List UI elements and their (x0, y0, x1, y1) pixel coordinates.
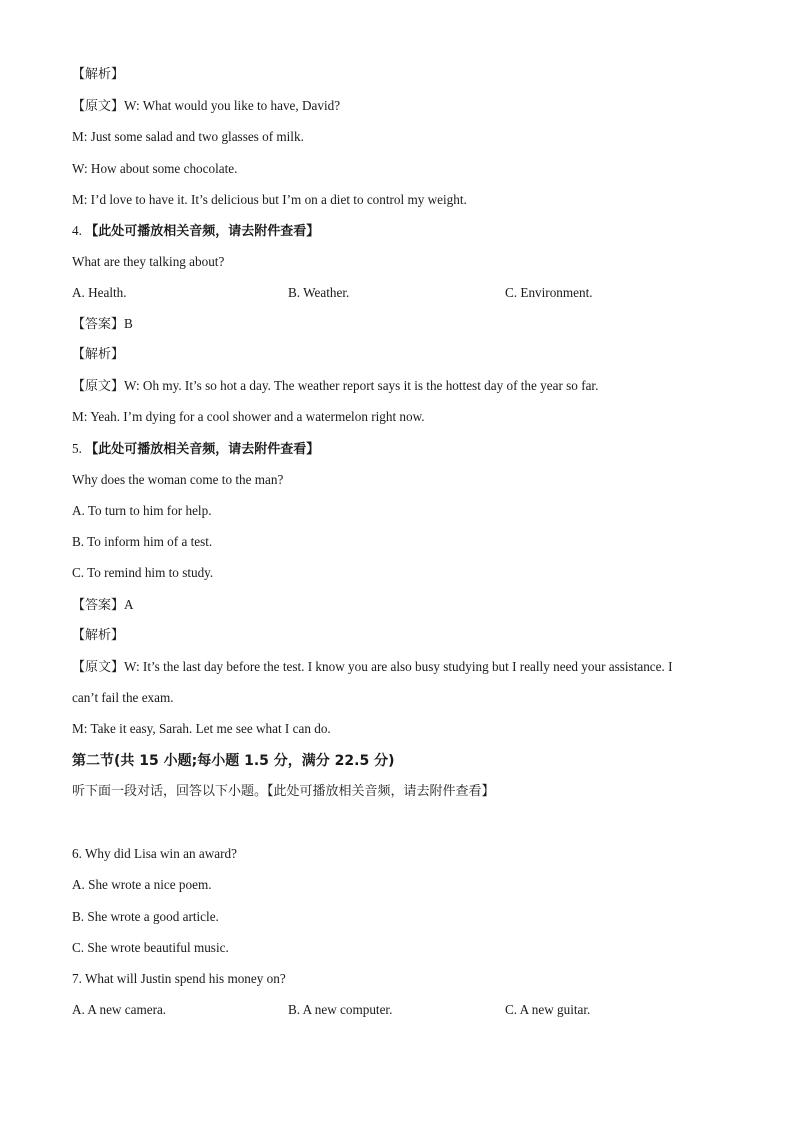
audio-note: 【此处可播放相关音频，请去附件查看】 (85, 224, 320, 239)
transcript-text: W: What would you like to have, David? (124, 98, 341, 113)
transcript-line: M: I’d love to have it. It’s delicious but I’m on a diet to control my weight. (72, 192, 467, 207)
question-number: 4. (72, 223, 82, 238)
question-header (72, 440, 728, 459)
analysis-label: 【解析】 (72, 347, 125, 362)
transcript-line: M: Just some salad and two glasses of milk. (72, 129, 304, 144)
option-c: C. A new guitar. (505, 1002, 591, 1017)
option-b: B. A new computer. (288, 1002, 393, 1017)
transcript-line (72, 97, 728, 116)
transcript-line: M: Yeah. I’m dying for a cool shower and a watermelon right now. (72, 409, 425, 424)
question-header (72, 222, 728, 241)
option-a: A. She wrote a nice poem. (72, 877, 212, 892)
question-text: What are they talking about? (72, 254, 225, 269)
answer-value: A (124, 597, 134, 612)
question-text: 7. What will Justin spend his money on? (72, 971, 286, 986)
answer-line (72, 315, 728, 334)
transcript-line: M: Take it easy, Sarah. Let me see what I can do. (72, 721, 331, 736)
option-a: A. Health. (72, 285, 127, 300)
question-text: Why does the woman come to the man? (72, 472, 284, 487)
section-instruction: 听下面一段对话，回答以下小题。【此处可播放相关音频，请去附件查看】 (72, 784, 495, 799)
analysis-label: 【解析】 (72, 67, 125, 82)
transcript-line (72, 658, 728, 677)
option-b: B. She wrote a good article. (72, 909, 219, 924)
original-label: 【原文】 (72, 660, 125, 675)
original-label: 【原文】 (72, 379, 125, 394)
answer-line (72, 596, 728, 615)
option-b: B. Weather. (288, 285, 350, 300)
question-number: 5. (72, 441, 82, 456)
transcript-line: W: How about some chocolate. (72, 161, 238, 176)
analysis-label: 【解析】 (72, 628, 125, 643)
section-heading: 第二节(共 15 小题;每小题 1.5 分，满分 22.5 分) (72, 753, 395, 769)
answer-label: 【答案】 (72, 317, 125, 332)
option-b: B. To inform him of a test. (72, 534, 213, 549)
option-c: C. To remind him to study. (72, 565, 214, 580)
transcript-text: W: It’s the last day before the test. I know you are also busy studying but I really need your assistance. I (124, 659, 673, 674)
option-a: A. A new camera. (72, 1002, 167, 1017)
option-c: C. Environment. (505, 285, 593, 300)
transcript-line (72, 377, 728, 396)
original-label: 【原文】 (72, 99, 125, 114)
audio-note: 【此处可播放相关音频，请去附件查看】 (85, 442, 320, 457)
option-a: A. To turn to him for help. (72, 503, 212, 518)
question-text: 6. Why did Lisa win an award? (72, 846, 237, 861)
transcript-line: can’t fail the exam. (72, 690, 174, 705)
transcript-text: W: Oh my. It’s so hot a day. The weather report says it is the hottest day of the year so far. (124, 378, 599, 393)
answer-value: B (124, 316, 133, 331)
answer-label: 【答案】 (72, 598, 125, 613)
option-c: C. She wrote beautiful music. (72, 940, 229, 955)
